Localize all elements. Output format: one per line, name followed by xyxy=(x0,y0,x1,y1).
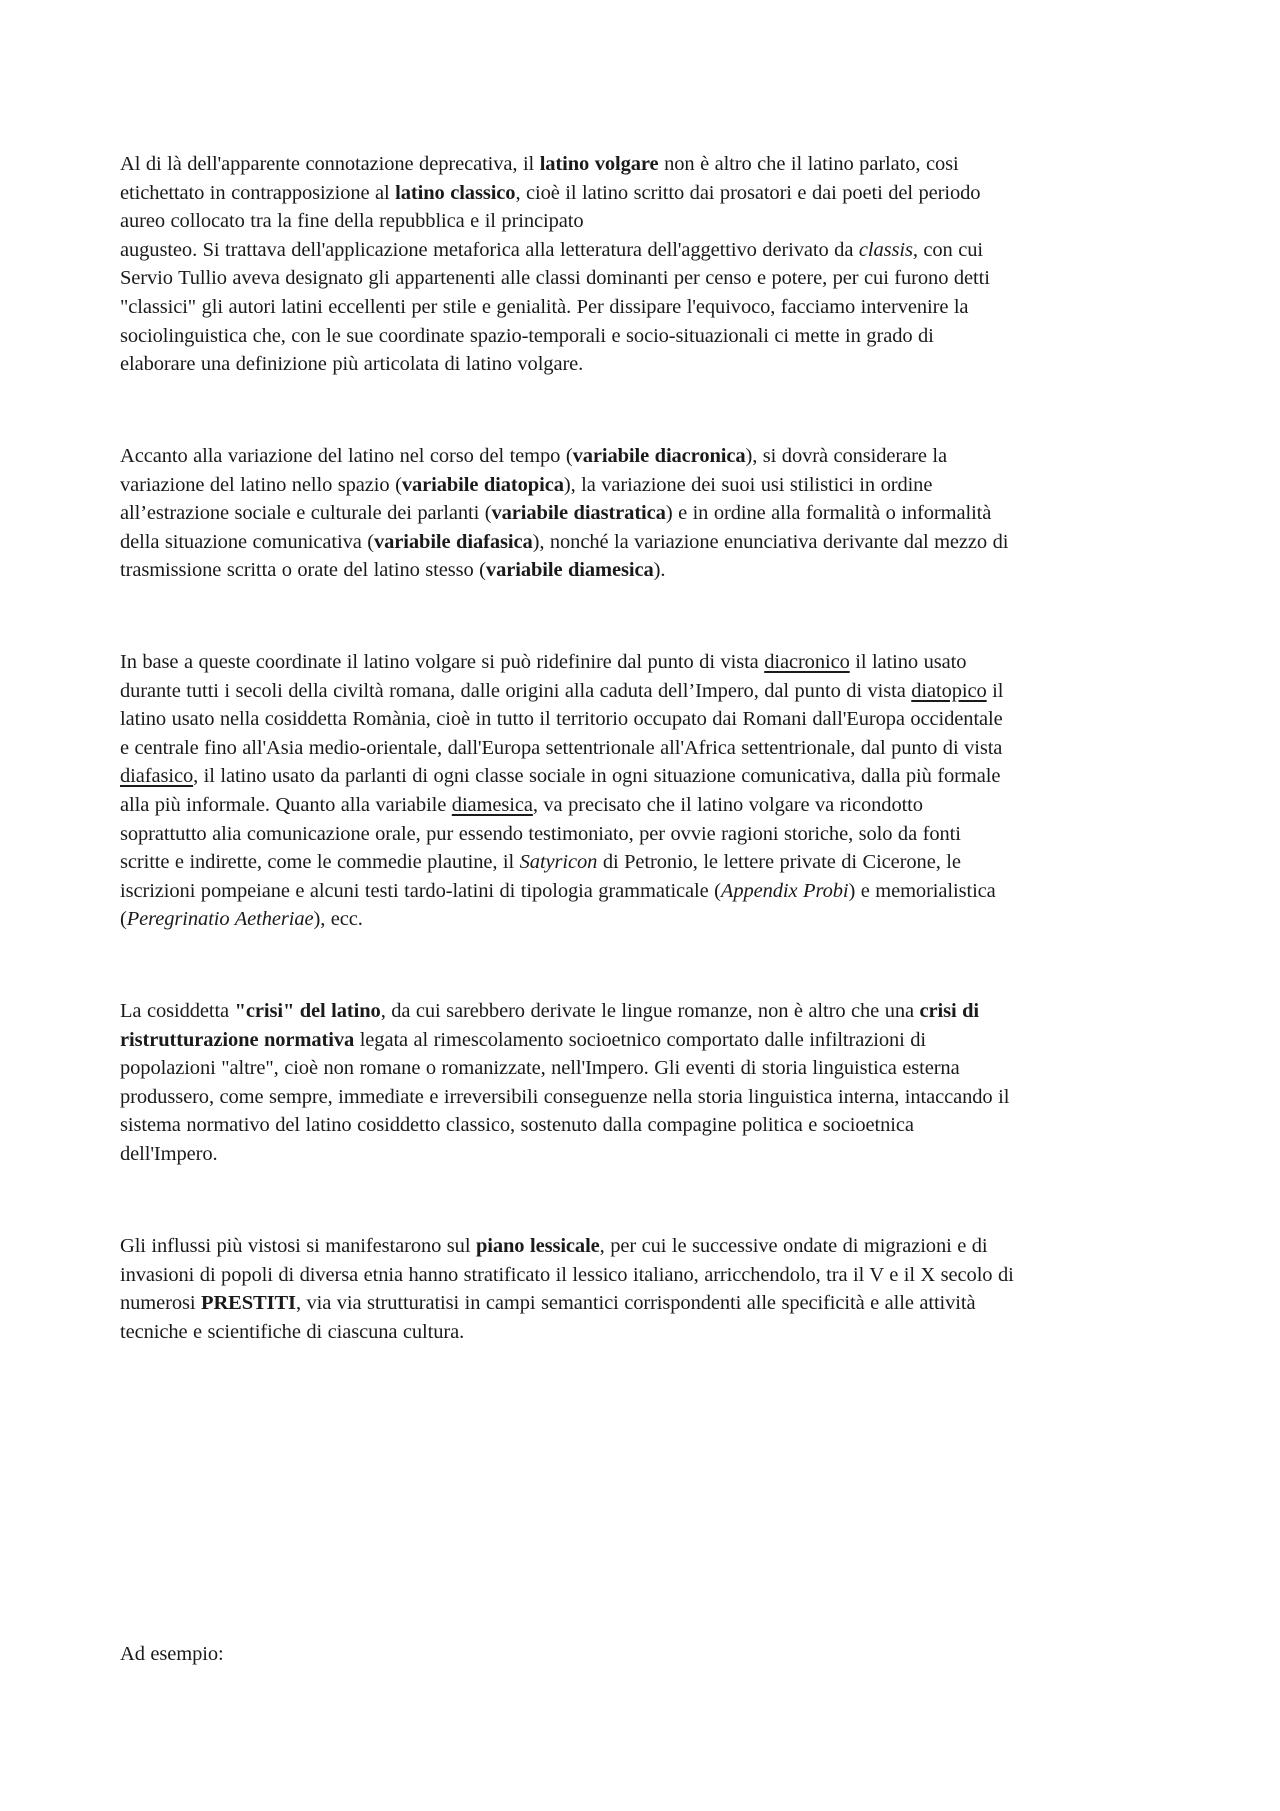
underlined-term: diamesica xyxy=(451,793,533,816)
paragraph-crisi-del-latino xyxy=(120,997,1160,1169)
bold-term: variabile diamesica xyxy=(485,559,654,582)
text-run: etichettato in contrapposizione al xyxy=(120,181,396,204)
text-run: Ad esempio: xyxy=(120,1643,224,1665)
paragraph-piano-lessicale xyxy=(120,1232,1160,1346)
bold-term: variabile diatopica xyxy=(401,473,564,496)
text-run: di Petronio, le lettere private di Cicerone, le xyxy=(597,851,961,874)
text-run: ), la variazione dei suoi usi stilistici in ordine xyxy=(563,473,933,496)
text-run: latino usato nella cosiddetta Romània, cioè in tutto il territorio occupato dai Romani dall'Europa occidentale xyxy=(120,708,1003,731)
bold-term: latino classico xyxy=(395,181,516,204)
text-run: durante tutti i secoli della civiltà romana, dalle origini alla caduta dell’Impero, dal punto di vista xyxy=(120,679,912,702)
text-run: , per cui le successive ondate di migrazioni e di xyxy=(599,1235,988,1257)
text-run: , va precisato che il latino volgare va ricondotto xyxy=(532,793,923,816)
bold-term: crisi di xyxy=(919,1000,980,1022)
text-run: , via via strutturatisi in campi semantici corrispondenti alle specificità e alle attività xyxy=(295,1292,976,1315)
text-run: soprattutto alia comunicazione orale, pur essendo testimoniato, per ovvie ragioni storiche, solo da fonti xyxy=(120,822,961,845)
text-run: Accanto alla variazione del latino nel corso del tempo ( xyxy=(120,445,573,467)
italic-title: Appendix Probi xyxy=(720,879,849,902)
text-run: , da cui sarebbero derivate le lingue romanze, non è altro che una xyxy=(380,1000,920,1022)
bold-term: ristrutturazione normativa xyxy=(120,1028,355,1051)
text-run: ), ecc. xyxy=(313,908,363,931)
paragraph-ridefinizione xyxy=(120,648,1160,934)
text-run: ( xyxy=(120,908,127,931)
text-run: non è altro che il latino parlato, cosi xyxy=(658,153,959,175)
text-run: della situazione comunicativa ( xyxy=(120,530,374,553)
italic-title: classis xyxy=(858,238,913,261)
text-run: augusteo. Si trattava dell'applicazione metaforica alla letteratura dell'aggettivo derivato da xyxy=(120,238,859,261)
bold-term: PRESTITI xyxy=(201,1292,296,1315)
text-run: ), nonché la variazione enunciativa derivante dal mezzo di xyxy=(532,530,1009,553)
text-run: trasmissione scritta o orate del latino stesso ( xyxy=(120,559,486,582)
text-run: "classici" gli autori latini eccellenti per stile e genialità. Per dissipare l'equivoco, facciamo intervenire la xyxy=(120,295,969,318)
italic-title: Satyricon xyxy=(519,851,598,874)
bold-term: piano lessicale xyxy=(475,1235,600,1257)
text-run: il xyxy=(986,679,1004,702)
text-run: sistema normativo del latino cosiddetto classico, sostenuto dalla compagine politica e socioetnica xyxy=(120,1114,914,1137)
italic-title: Peregrinatio Aetheriae xyxy=(126,908,314,931)
text-run: popolazioni "altre", cioè non romane o romanizzate, nell'Impero. Gli eventi di storia linguistica esterna xyxy=(120,1057,960,1080)
text-run: invasioni di popoli di diversa etnia hanno stratificato il lessico italiano, arricchendolo, tra il V e il X secolo di xyxy=(120,1263,1014,1286)
paragraph-variabili xyxy=(120,442,1160,585)
text-run: Servio Tullio aveva designato gli appartenenti alle classi dominanti per censo e potere, per cui furono detti xyxy=(120,267,990,290)
text-run: sociolinguistica che, con le sue coordinate spazio-temporali e socio-situazionali ci mette in grado di xyxy=(120,324,934,347)
text-run: , cioè il latino scritto dai prosatori e dai poeti del periodo xyxy=(515,181,981,204)
text-run: elaborare una definizione più articolata di latino volgare. xyxy=(120,353,584,376)
text-run: produssero, come sempre, immediate e irreversibili conseguenze nella storia linguistica interna, intaccando il xyxy=(120,1085,1010,1108)
text-run: tecniche e scientifiche di ciascuna cultura. xyxy=(120,1320,465,1343)
text-run: , il latino usato da parlanti di ogni classe sociale in ogni situazione comunicativa, dalla più formale xyxy=(193,765,1001,788)
paragraph-ad-esempio xyxy=(120,1640,1160,1669)
text-run: aureo collocato tra la fine della repubblica e il principato xyxy=(120,210,584,233)
text-run: alla più informale. Quanto alla variabile xyxy=(120,793,452,816)
text-run: Gli influssi più vistosi si manifestarono sul xyxy=(120,1235,476,1257)
text-run: e centrale fino all'Asia medio-orientale, dall'Europa settentrionale all'Africa settentrionale, dal punto di vista xyxy=(120,736,1003,759)
text-run: ) e in ordine alla formalità o informalità xyxy=(665,502,992,525)
text-run: Al di là dell'apparente connotazione deprecativa, il xyxy=(120,153,540,175)
text-run: In base a queste coordinate il latino volgare si può ridefinire dal punto di vista xyxy=(120,651,765,673)
text-run: dell'Impero. xyxy=(120,1142,218,1165)
text-run: variazione del latino nello spazio ( xyxy=(120,473,402,496)
text-run: scritte e indirette, come le commedie plautine, il xyxy=(120,851,520,874)
bold-term: variabile diafasica xyxy=(373,530,533,553)
text-run: il latino usato xyxy=(849,651,967,673)
bold-term: variabile diacronica xyxy=(572,445,746,467)
text-run: legata al rimescolamento socioetnico comportato dalle infiltrazioni di xyxy=(354,1028,927,1051)
underlined-term: diacronico xyxy=(764,651,850,673)
text-run: La cosiddetta xyxy=(120,1000,235,1022)
bold-term: "crisi" del latino xyxy=(234,1000,381,1022)
bold-term: variabile diastratica xyxy=(491,502,666,525)
text-run: iscrizioni pompeiane e alcuni testi tardo-latini di tipologia grammaticale ( xyxy=(120,879,721,902)
text-run: numerosi xyxy=(120,1292,202,1315)
text-run: , con cui xyxy=(912,238,983,261)
underlined-term: diafasico xyxy=(120,765,194,788)
text-run: all’estrazione sociale e culturale dei parlanti ( xyxy=(120,502,492,525)
text-run: ). xyxy=(653,559,666,582)
paragraph-latino-volgare-definizione xyxy=(120,150,1160,379)
text-run: ) e memorialistica xyxy=(848,879,996,902)
bold-term: latino volgare xyxy=(539,153,659,175)
text-run: ), si dovrà considerare la xyxy=(745,445,947,467)
underlined-term: diatopico xyxy=(911,679,987,702)
